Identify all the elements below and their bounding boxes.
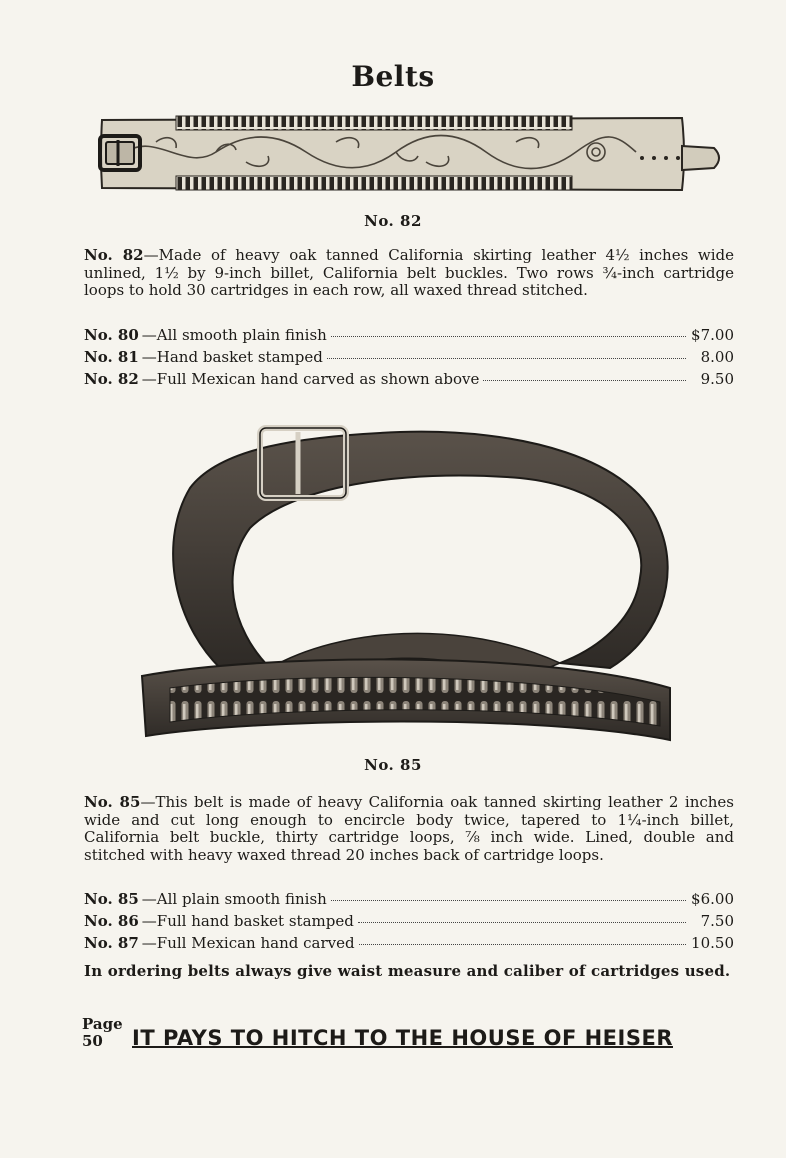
description-text: —This belt is made of heavy California oak tanned skirting leather 2 inches wide and cut long enough to encircle body twice, tapered to 1¼-inch billet, California belt buckle, thirty cartridge loops, ⅞ inch wide. Lined, double and stitched with heavy waxed thread 20 inches back of cartridge loops. xyxy=(84,793,734,864)
item-price: $7.00 xyxy=(691,326,734,344)
price-row xyxy=(84,326,734,348)
belt-no-85-caption: No. 85 xyxy=(364,756,422,774)
item-price: 10.50 xyxy=(691,934,734,952)
item-description: —Full Mexican hand carved as shown above xyxy=(141,370,480,388)
price-list-no-85 xyxy=(84,890,734,956)
dot-leader xyxy=(483,380,686,381)
footer-slogan: IT PAYS TO HITCH TO THE HOUSE OF HEISER xyxy=(132,1026,673,1050)
item-description: —All smooth plain finish xyxy=(141,326,327,344)
price-row xyxy=(84,934,734,956)
price-list-no-82 xyxy=(84,326,734,392)
belt-no-85-illustration xyxy=(140,418,676,748)
item-description: —Hand basket stamped xyxy=(141,348,323,366)
item-number: No. 81 xyxy=(84,348,139,366)
description-label: No. 82 xyxy=(84,246,144,264)
page-word: Page xyxy=(82,1015,123,1033)
ordering-note: In ordering belts always give waist measure and caliber of cartridges used. xyxy=(84,962,731,980)
page-number-block xyxy=(82,1016,123,1050)
item-number: No. 87 xyxy=(84,934,139,952)
page-number: 50 xyxy=(82,1032,103,1050)
price-row xyxy=(84,912,734,934)
description-label: No. 85 xyxy=(84,793,141,811)
dot-leader xyxy=(359,944,686,945)
page-title: Belts xyxy=(351,60,435,93)
belt-no-82-caption: No. 82 xyxy=(364,212,422,230)
item-price: 8.00 xyxy=(700,348,734,366)
item-price: 9.50 xyxy=(700,370,734,388)
item-number: No. 82 xyxy=(84,370,139,388)
price-row xyxy=(84,348,734,370)
item-price: 7.50 xyxy=(700,912,734,930)
dot-leader xyxy=(331,900,686,901)
item-number: No. 86 xyxy=(84,912,139,930)
belt-no-82-illustration xyxy=(96,112,728,196)
page-footer xyxy=(82,1016,732,1066)
price-row xyxy=(84,370,734,392)
dot-leader xyxy=(358,922,686,923)
item-number: No. 80 xyxy=(84,326,139,344)
dot-leader xyxy=(331,336,686,337)
item-description: —Full hand basket stamped xyxy=(141,912,354,930)
price-row xyxy=(84,890,734,912)
item-number: No. 85 xyxy=(84,890,139,908)
item-price: $6.00 xyxy=(691,890,734,908)
belt-no-85-description xyxy=(84,794,734,864)
item-description: —Full Mexican hand carved xyxy=(141,934,355,952)
belt-no-82-description xyxy=(84,247,734,300)
item-description: —All plain smooth finish xyxy=(141,890,327,908)
dot-leader xyxy=(327,358,686,359)
description-text: —Made of heavy oak tanned California skirting leather 4½ inches wide unlined, 1½ by 9-inch billet, California belt buckles. Two rows ¾-inch cartridge loops to hold 30 cartridges in each row, all waxed thread stitched. xyxy=(84,246,734,299)
